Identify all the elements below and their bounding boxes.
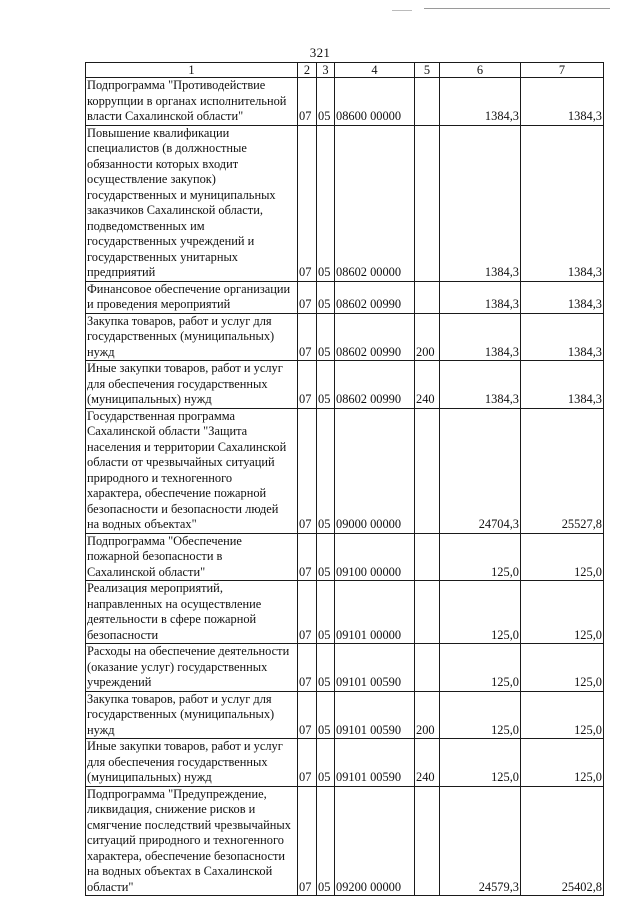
table-row (86, 281, 604, 313)
table-row (86, 691, 604, 739)
table-row (86, 644, 604, 692)
subsection-code: 05 (317, 691, 335, 739)
section-code: 07 (298, 739, 317, 787)
table-row (86, 408, 604, 533)
subsection-code: 05 (317, 581, 335, 644)
section-code: 07 (298, 533, 317, 581)
amount-year-2: 125,0 (521, 691, 604, 739)
target-article-code: 09000 00000 (335, 408, 415, 533)
amount-year-1: 1384,3 (440, 125, 521, 281)
subsection-code: 05 (317, 408, 335, 533)
amount-year-1: 1384,3 (440, 313, 521, 361)
section-code: 07 (298, 644, 317, 692)
target-article-code: 09101 00590 (335, 644, 415, 692)
target-article-code: 09101 00000 (335, 581, 415, 644)
subsection-code: 05 (317, 281, 335, 313)
table-row (86, 739, 604, 787)
expense-type-code: 240 (415, 361, 440, 409)
subsection-code: 05 (317, 739, 335, 787)
page-number: 321 (309, 45, 331, 60)
expense-type-code: 200 (415, 691, 440, 739)
amount-year-1: 125,0 (440, 739, 521, 787)
section-code: 07 (298, 691, 317, 739)
subsection-code: 05 (317, 78, 335, 126)
table-row (86, 125, 604, 281)
section-code: 07 (298, 361, 317, 409)
subsection-code: 05 (317, 786, 335, 896)
table-row (86, 313, 604, 361)
amount-year-2: 1384,3 (521, 125, 604, 281)
amount-year-2: 125,0 (521, 739, 604, 787)
section-code: 07 (298, 786, 317, 896)
amount-year-1: 125,0 (440, 581, 521, 644)
amount-year-2: 125,0 (521, 581, 604, 644)
row-description: Закупка товаров, работ и услуг для государственных (муниципальных) нужд (86, 313, 298, 361)
amount-year-2: 1384,3 (521, 281, 604, 313)
expense-type-code (415, 408, 440, 533)
row-description: Закупка товаров, работ и услуг для государственных (муниципальных) нужд (86, 691, 298, 739)
section-code: 07 (298, 313, 317, 361)
target-article-code: 08600 00000 (335, 78, 415, 126)
amount-year-1: 24704,3 (440, 408, 521, 533)
table-row (86, 533, 604, 581)
section-code: 07 (298, 581, 317, 644)
expense-type-code (415, 78, 440, 126)
table-row (86, 78, 604, 126)
amount-year-2: 1384,3 (521, 313, 604, 361)
table-row (86, 581, 604, 644)
amount-year-2: 125,0 (521, 533, 604, 581)
row-description: Подпрограмма "Обеспечение пожарной безопасности в Сахалинской области" (86, 533, 298, 581)
amount-year-2: 25402,8 (521, 786, 604, 896)
column-header: 7 (521, 63, 604, 78)
table-row (86, 786, 604, 896)
column-header: 1 (86, 63, 298, 78)
column-header: 4 (335, 63, 415, 78)
amount-year-2: 25527,8 (521, 408, 604, 533)
amount-year-1: 125,0 (440, 533, 521, 581)
column-header: 3 (317, 63, 335, 78)
row-description: Финансовое обеспечение организации и проведения мероприятий (86, 281, 298, 313)
row-description: Расходы на обеспечение деятельности (оказание услуг) государственных учреждений (86, 644, 298, 692)
amount-year-2: 1384,3 (521, 361, 604, 409)
amount-year-2: 125,0 (521, 644, 604, 692)
row-description: Подпрограмма "Противодействие коррупции в органах исполнительной власти Сахалинской области" (86, 78, 298, 126)
row-description: Иные закупки товаров, работ и услуг для обеспечения государственных (муниципальных) нужд (86, 361, 298, 409)
target-article-code: 09100 00000 (335, 533, 415, 581)
section-code: 07 (298, 408, 317, 533)
expense-type-code (415, 644, 440, 692)
section-code: 07 (298, 78, 317, 126)
expense-type-code (415, 786, 440, 896)
target-article-code: 08602 00990 (335, 281, 415, 313)
column-header: 6 (440, 63, 521, 78)
target-article-code: 08602 00990 (335, 361, 415, 409)
row-description: Реализация мероприятий, направленных на осуществление деятельности в сфере пожарной безопасности (86, 581, 298, 644)
subsection-code: 05 (317, 313, 335, 361)
row-description: Подпрограмма "Предупреждение, ликвидация, снижение рисков и смягчение последствий чрезвычайных ситуаций природного и техногенного характера, обеспечение безопасности на водных объектах в Сахалинской области" (86, 786, 298, 896)
amount-year-1: 125,0 (440, 644, 521, 692)
amount-year-1: 24579,3 (440, 786, 521, 896)
row-description: Повышение квалификации специалистов (в должностные обязанности которых входит осуществление закупок) государственных и муниципальных заказчиков Сахалинской области, подведомственных им государственных учреждений и государственных унитарных предприятий (86, 125, 298, 281)
column-header: 2 (298, 63, 317, 78)
amount-year-1: 1384,3 (440, 78, 521, 126)
column-header: 5 (415, 63, 440, 78)
subsection-code: 05 (317, 644, 335, 692)
column-number-row (86, 63, 604, 78)
section-code: 07 (298, 125, 317, 281)
target-article-code: 08602 00000 (335, 125, 415, 281)
expense-type-code (415, 125, 440, 281)
target-article-code: 09101 00590 (335, 691, 415, 739)
subsection-code: 05 (317, 533, 335, 581)
amount-year-1: 1384,3 (440, 281, 521, 313)
row-description: Иные закупки товаров, работ и услуг для обеспечения государственных (муниципальных) нужд (86, 739, 298, 787)
amount-year-2: 1384,3 (521, 78, 604, 126)
subsection-code: 05 (317, 361, 335, 409)
target-article-code: 08602 00990 (335, 313, 415, 361)
expense-type-code: 240 (415, 739, 440, 787)
expense-type-code (415, 281, 440, 313)
expense-type-code: 200 (415, 313, 440, 361)
table-row (86, 361, 604, 409)
amount-year-1: 125,0 (440, 691, 521, 739)
header-rule-fragment (392, 10, 412, 11)
amount-year-1: 1384,3 (440, 361, 521, 409)
header-rule (424, 8, 610, 9)
expense-type-code (415, 581, 440, 644)
budget-table (85, 62, 604, 896)
section-code: 07 (298, 281, 317, 313)
row-description: Государственная программа Сахалинской области "Защита населения и территории Сахалинской области от чрезвычайных ситуаций природного и техногенного характера, обеспечение пожарной безопасности и безопасности людей на водных объектах" (86, 408, 298, 533)
target-article-code: 09200 00000 (335, 786, 415, 896)
expense-type-code (415, 533, 440, 581)
target-article-code: 09101 00590 (335, 739, 415, 787)
subsection-code: 05 (317, 125, 335, 281)
